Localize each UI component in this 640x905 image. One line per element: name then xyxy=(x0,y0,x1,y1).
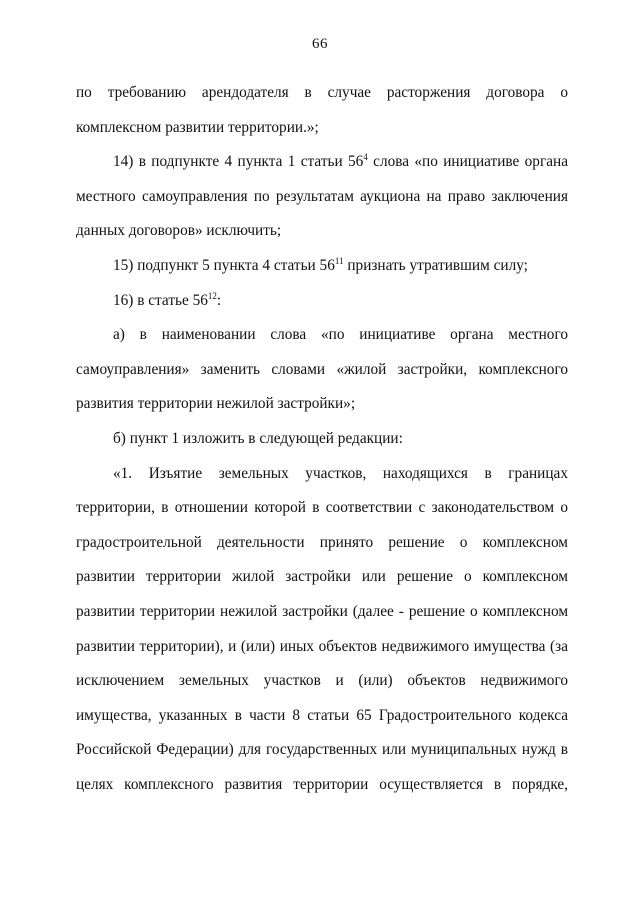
superscript: 12 xyxy=(207,290,217,301)
document-body xyxy=(76,76,568,802)
paragraph-item-15: 15) подпункт 5 пункта 4 статьи $56^{11}$ признать утратившим силу; xyxy=(113,255,528,274)
paragraph-item-14: 14) в подпункте 4 пункта 1 статьи $56^4$ слова «по инициативе органа местного самоуправления по результатам аукциона на право заключения данных договоров» исключить; xyxy=(76,152,568,240)
page-number: 66 xyxy=(312,36,328,52)
paragraph-item-16: 16) в статье $56^{12}$: xyxy=(113,290,222,309)
paragraph-subitem-a: а) в наименовании слова «по инициативе органа местного самоуправления» заменить словами «жилой застройки, комплексного развития территории нежилой застройки»; xyxy=(76,326,568,413)
paragraph-continuation: по требованию арендодателя в случае расторжения договора о комплексном развитии территории.»; xyxy=(76,84,568,136)
paragraph-subitem-b: б) пункт 1 изложить в следующей редакции: xyxy=(113,429,403,447)
paragraph-quoted-point-1: «1. Изъятие земельных участков, находящихся в границах территории, в отношении которой в соответствии с законодательством о градостроительной деятельности принято решение о комплексном развитии территории жилой застройки или решение о комплексном развитии территории нежилой застройки (далее - решение о комплексном развитии территории), и (или) иных объектов недвижимого имущества (за исключением земельных участков и (или) объектов недвижимого имущества, указанных в части 8 статьи 65 Градостроительного кодекса Российской Федерации) для государственных или муниципальных нужд в целях комплексного развития территории осуществляется в порядке, xyxy=(76,464,568,793)
superscript: 4 xyxy=(363,152,368,163)
superscript: 11 xyxy=(334,255,344,266)
